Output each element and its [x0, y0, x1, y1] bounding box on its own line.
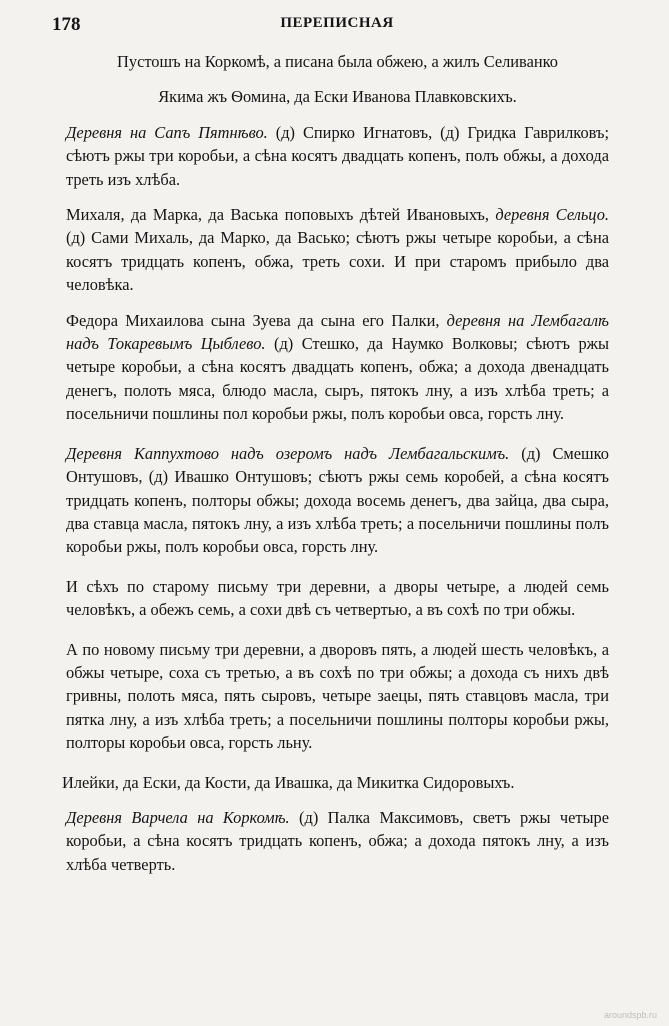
paragraph: А по новому письму три деревни, а дворовъ пять, а людей шесть человѣкъ, а обжы четыре, соха съ третью, а въ сохѣ по три обжы; а дохода съ нихъ двѣ гривны, полоть мяса, пять сыровъ, четыре заецы, пять ставцовъ масла, три пятка лну, а изъ хлѣба треть; а посельничи пошлины полторы коробьи ржы, полторы коробьи овса, горсть льну.	[66, 639, 609, 753]
paragraph: И сѣхъ по старому письму три деревни, а дворы четыре, а людей семь человѣкъ, а обежъ семь, а сохи двѣ съ четвертью, а въ сохѣ по три обжы.	[66, 576, 609, 620]
paragraph: Пустошъ на Коркомѣ, а писана была обжею, а жилъ Селиванко	[117, 52, 558, 71]
village-name: Деревня Каппухтово надъ озеромъ надъ Лембагальскимъ.	[66, 443, 510, 463]
village-name: Деревня на Сапъ Пятнѣво.	[66, 122, 268, 142]
paragraph: Деревня на Сапъ Пятнѣво. (д) Спирко Игнатовъ, (д) Гридка Гаврилковъ; сѣютъ ржы три коробьи, а сѣна косятъ двадцать копенъ, полъ обжы, а дохода треть изъ хлѣба.	[66, 122, 609, 189]
paragraph: Якима жъ Ѳомина, да Ески Иванова Плавковскихъ.	[158, 87, 517, 107]
running-title: ПЕРЕПИСНАЯ	[280, 15, 394, 31]
paragraph: Михаля, да Марка, да Васька поповыхъ дѣтей Ивановыхъ, деревня Сельцо. (д) Сами Михаль, да Марко, да Васько; сѣютъ ржы четыре коробьи, а сѣна косятъ тридцать копенъ, обжа, треть сохи. И при старомъ прибыло два человѣка.	[66, 205, 610, 295]
page-number: 178	[52, 14, 81, 35]
page-header	[52, 14, 622, 40]
paragraph: Деревня Каппухтово надъ озеромъ надъ Лембагальскимъ. (д) Смешко Онтушовъ, (д) Ивашко Онтушовъ; сѣютъ ржы семь коробей, а сѣна косятъ тридцать копенъ, полторы обжы; дохода восемь денегъ, два зайца, два сыра, два ставца масла, пятокъ лну, а изъ хлѣба треть; а посельничи пошлины полъ коробьи ржы, полъ коробьи овса, горсть лну.	[66, 443, 609, 557]
paragraph: Деревня Варчела на Коркомѣ. (д) Палка Максимовъ, светъ ржы четыре коробьи, а сѣна косятъ тридцать копенъ, обжа; а дохода пятокъ лну, а изъ хлѣба четверть.	[66, 807, 610, 874]
village-name: деревня на Лембагалѣ надъ Токаревымъ Цыблево.	[66, 310, 609, 354]
paragraph: Федора Михаилова сына Зуева да сына его Палки, деревня на Лембагалѣ надъ Токаревымъ Цыблево. (д) Стешко, да Наумко Волковы; сѣютъ ржы четыре коробьи, а сѣна косятъ двадцать копенъ, обжа; а дохода двенадцать денегъ, полоть мяса, блюдо масла, сыръ, пятокъ лну, а изъ хлѣба треть; а посельничи пошлины пол коробьи ржы, полъ коробьи овса, горсть лну.	[66, 310, 609, 424]
village-name: Деревня Варчела на Коркомѣ.	[66, 807, 290, 827]
watermark: aroundspb.ru	[603, 1010, 657, 1020]
paragraph: Илейки, да Ески, да Кости, да Ивашка, да Микитка Сидоровыхъ.	[62, 772, 515, 792]
body-text	[62, 50, 610, 876]
village-name: деревня Сельцо.	[495, 205, 610, 225]
